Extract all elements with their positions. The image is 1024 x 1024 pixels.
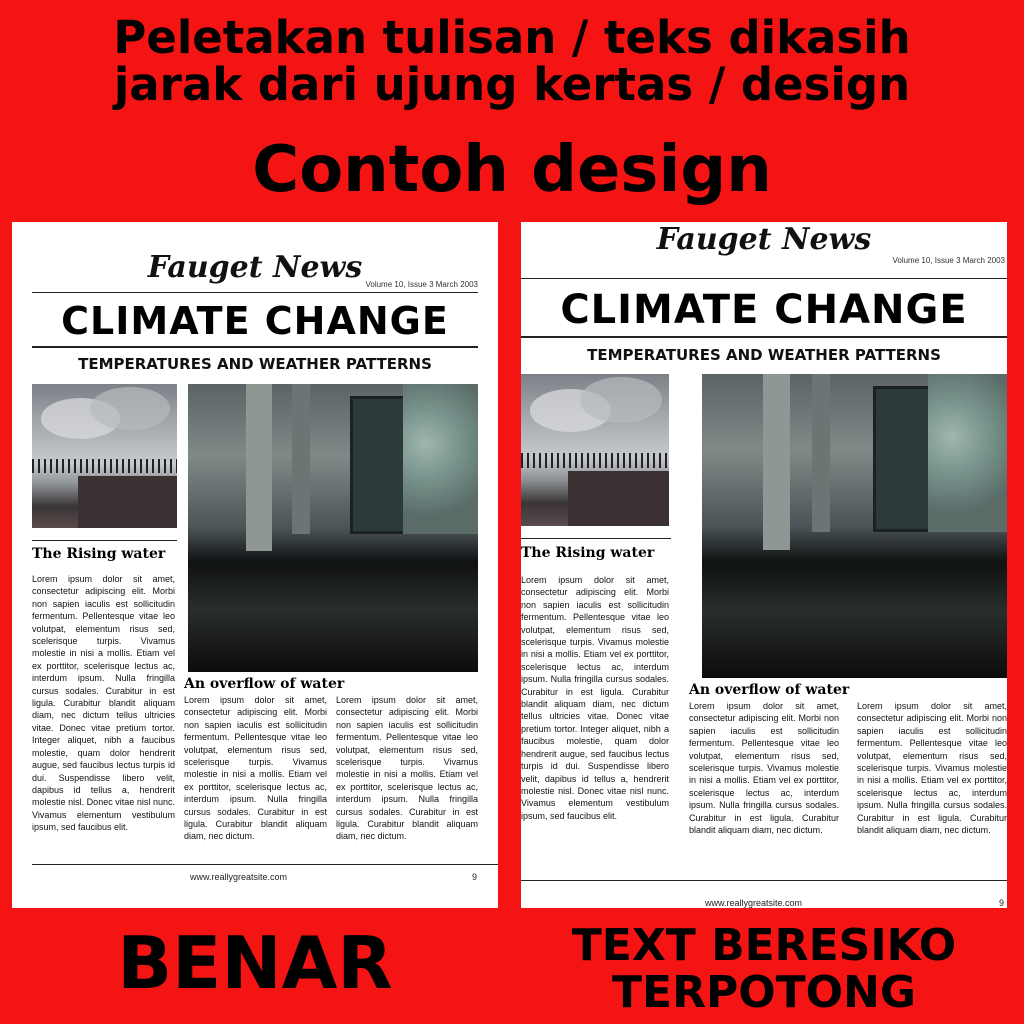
divider xyxy=(32,346,478,348)
article-body-rising-water: Lorem ipsum dolor sit amet, consectetur adipiscing elit. Morbi non sapien iaculis est sollicitudin fermentum. Pellentesque vitae leo volutpat, elementum risus sed, scelerisque turpis. Vivamus molestie in nisi a mollis. Etiam vel ex porttitor, scelerisque lectus ac, interdum ipsum. Nulla fringilla cursus sodales. Curabitur in est ligula. Curabitur blandit aliquam diam, nec dictum tellus ultricies vitae. Donec vitae pretium tortor. Integer aliquet, nibh a faucibus molestie, quam dolor hendrerit augue, sed faucibus lectus turpis id dui. Suspendisse libero velit, dapibus id tellus a, hendrerit molestie nisl. Donec vitae nisl nunc. Vivamus elementum vestibulum ipsum, sed faucibus elit. xyxy=(521,575,669,821)
headline-title: CLIMATE CHANGE xyxy=(61,299,449,343)
section-heading-rising-water: The Rising water xyxy=(32,546,166,562)
article-body-rising-water: Lorem ipsum dolor sit amet, consectetur adipiscing elit. Morbi non sapien iaculis est sollicitudin fermentum. Pellentesque vitae leo volutpat, elementum risus sed, scelerisque turpis. Vivamus molestie in nisi a mollis. Etiam vel ex porttitor, scelerisque lectus ac, interdum ipsum. Nulla fringilla cursus sodales. Curabitur in est ligula. Curabitur blandit aliquam diam, nec dictum tellus ultricies vitae. Donec vitae pretium tortor. Integer aliquet, nibh a faucibus molestie, quam dolor hendrerit augue, sed faucibus lectus turpis id dui. Suspendisse libero velit, dapibus id tellus a, hendrerit molestie nisl. Donec vitae nisl nunc. Vivamus elementum vestibulum ipsum, sed faucibus elit. xyxy=(32,574,175,833)
label-risky xyxy=(514,922,1014,1016)
headline-subtitle: TEMPERATURES AND WEATHER PATTERNS xyxy=(587,346,941,364)
newspaper-page-correct xyxy=(12,222,498,908)
issue-info: Volume 10, Issue 3 March 2003 xyxy=(365,280,478,289)
newspaper-page-risky xyxy=(521,222,1007,908)
masthead: Fauget News xyxy=(656,222,872,257)
page-number: 9 xyxy=(999,898,1005,908)
divider xyxy=(521,538,671,539)
promenade-photo xyxy=(32,384,177,528)
section-heading-overflow: An overflow of water xyxy=(184,676,345,692)
headline-title: CLIMATE CHANGE xyxy=(560,287,968,333)
divider xyxy=(32,292,478,293)
headline-subtitle: TEMPERATURES AND WEATHER PATTERNS xyxy=(78,355,432,373)
page-number: 9 xyxy=(472,872,478,882)
label-risky-line-1: TEXT BERESIKO xyxy=(571,920,957,971)
divider xyxy=(521,336,1007,338)
divider xyxy=(521,880,1007,881)
article-body-overflow-col1: Lorem ipsum dolor sit amet, consectetur adipiscing elit. Morbi non sapien iaculis est sollicitudin fermentum. Pellentesque vitae leo volutpat, elementum risus sed, scelerisque turpis. Vivamus molestie in nisi a mollis. Etiam vel ex porttitor, scelerisque lectus ac, interdum ipsum. Nulla fringilla cursus sodales. Curabitur in est ligula. Curabitur blandit aliquam diam, nec dictum. xyxy=(689,701,839,836)
label-correct: BENAR xyxy=(117,921,393,1005)
instruction-line-2: jarak dari ujung kertas / design xyxy=(113,58,911,111)
label-risky-line-2: TERPOTONG xyxy=(612,967,916,1018)
promenade-photo xyxy=(521,374,669,526)
footer-url: www.reallygreatsite.com xyxy=(190,872,288,882)
issue-info: Volume 10, Issue 3 March 2003 xyxy=(892,256,1005,265)
divider xyxy=(32,540,177,541)
example-heading: Contoh design xyxy=(252,133,772,207)
masthead: Fauget News xyxy=(147,250,363,285)
footer-url: www.reallygreatsite.com xyxy=(705,898,803,908)
article-body-overflow-col1: Lorem ipsum dolor sit amet, consectetur adipiscing elit. Morbi non sapien iaculis est sollicitudin fermentum. Pellentesque vitae leo volutpat, elementum risus sed, scelerisque turpis. Vivamus molestie in nisi a mollis. Etiam vel ex porttitor, scelerisque lectus ac, interdum ipsum. Nulla fringilla cursus sodales. Curabitur in est ligula. Curabitur blandit aliquam diam, nec dictum. xyxy=(184,695,327,842)
flooded-hall-photo xyxy=(702,374,1007,678)
article-body-overflow-col2: Lorem ipsum dolor sit amet, consectetur adipiscing elit. Morbi non sapien iaculis est sollicitudin fermentum. Pellentesque vitae leo volutpat, elementum risus sed, scelerisque turpis. Vivamus molestie in nisi a mollis. Etiam vel ex porttitor, scelerisque lectus ac, interdum ipsum. Nulla fringilla cursus sodales. Curabitur in est ligula. Curabitur blandit aliquam diam, nec dictum. xyxy=(857,701,1007,836)
divider xyxy=(521,278,1007,279)
instruction-line-1: Peletakan tulisan / teks dikasih xyxy=(113,11,911,64)
flooded-hall-photo xyxy=(188,384,478,672)
article-body-overflow-col2: Lorem ipsum dolor sit amet, consectetur adipiscing elit. Morbi non sapien iaculis est sollicitudin fermentum. Pellentesque vitae leo volutpat, elementum risus sed, scelerisque turpis. Vivamus molestie in nisi a mollis. Etiam vel ex porttitor, scelerisque lectus ac, interdum ipsum. Nulla fringilla cursus sodales. Curabitur in est ligula. Curabitur blandit aliquam diam, nec dictum. xyxy=(336,695,478,842)
section-heading-overflow: An overflow of water xyxy=(689,682,850,698)
instruction-headline xyxy=(0,11,1024,111)
divider xyxy=(32,864,498,865)
section-heading-rising-water: The Rising water xyxy=(521,545,655,561)
